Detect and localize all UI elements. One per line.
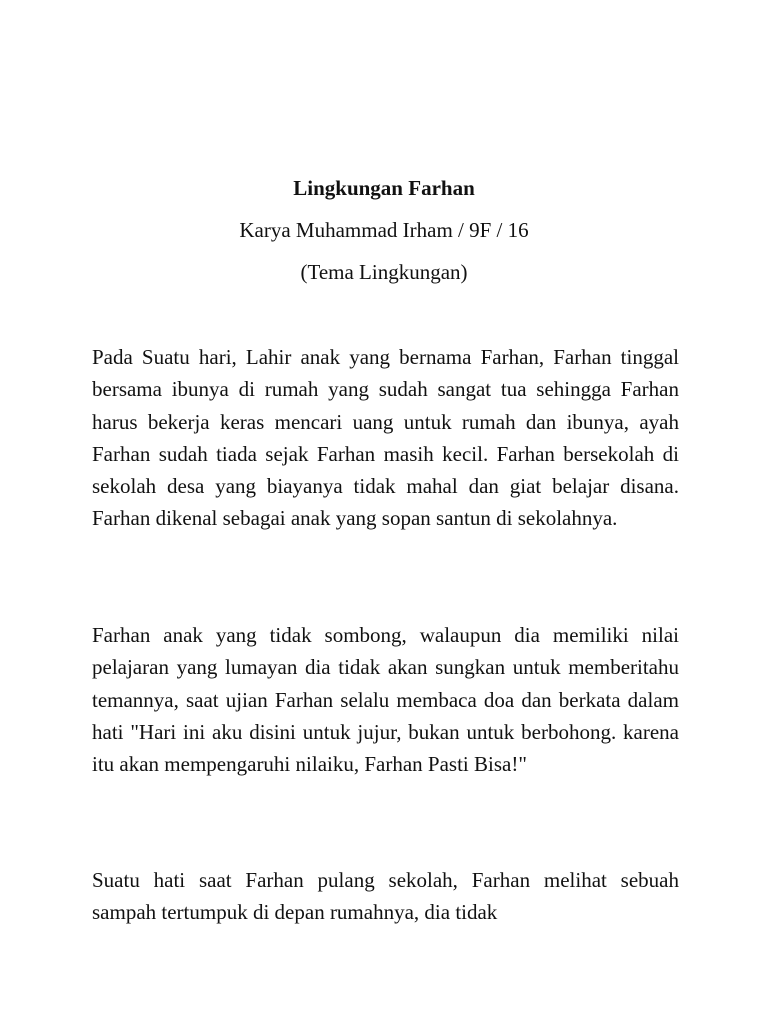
paragraph-1: Pada Suatu hari, Lahir anak yang bernama Farhan, Farhan tinggal bersama ibunya di rumah yang sudah sangat tua sehingga Farhan harus bekerja keras mencari uang untuk rumah dan ibunya, ayah Farhan sudah tiada sejak Farhan masih kecil. Farhan bersekolah di sekolah desa yang biayanya tidak mahal dan giat belajar disana. Farhan dikenal sebagai anak yang sopan santun di sekolahnya. [92,345,679,531]
paragraph-2: Farhan anak yang tidak sombong, walaupun dia memiliki nilai pelajaran yang lumayan dia tidak akan sungkan untuk memberitahu temannya, saat ujian Farhan selalu membaca doa dan berkata dalam hati "Hari ini aku disini untuk jujur, bukan untuk berbohong. karena itu akan mempengaruhi nilaiku, Farhan Pasti Bisa!" [92,623,679,777]
author-line: Karya Muhammad Irham / 9F / 16 [239,218,529,242]
story-title: Lingkungan Farhan [293,176,475,200]
document-header [0,172,768,288]
theme-line: (Tema Lingkungan) [300,260,468,284]
paragraph-3: Suatu hati saat Farhan pulang sekolah, Farhan melihat sebuah sampah tertumpuk di depan rumahnya, dia tidak [92,868,679,925]
